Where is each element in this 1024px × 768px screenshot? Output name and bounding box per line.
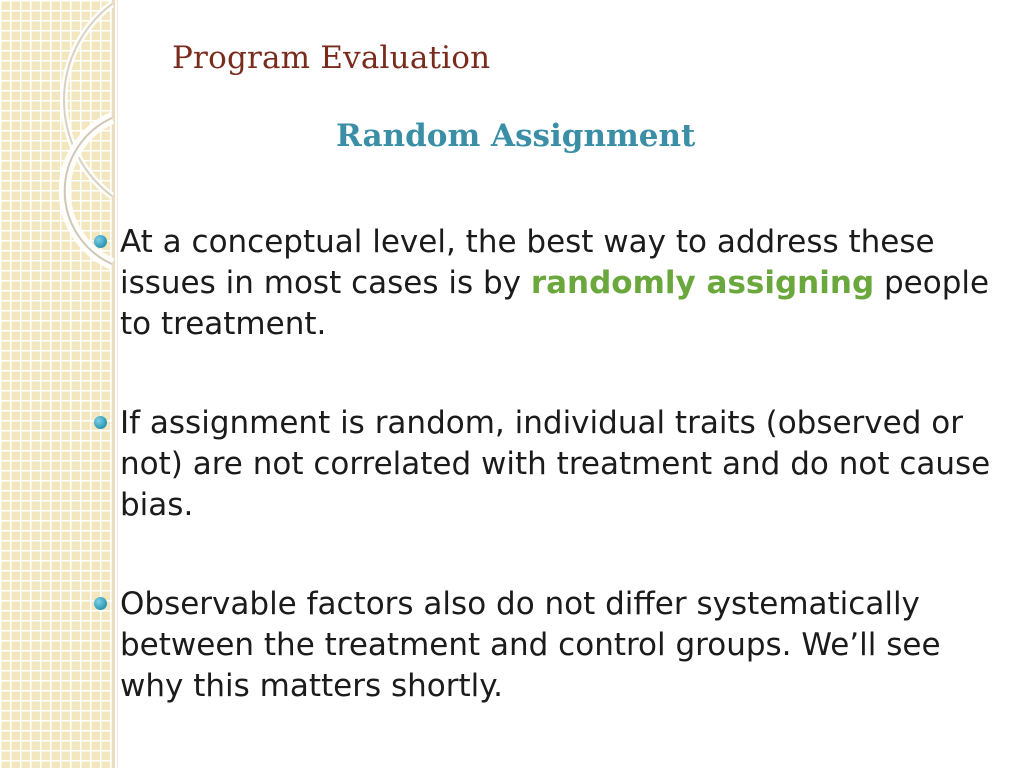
bullet-text-before: At a conceptual level, the best way to address these issues in most cases is by: [120, 224, 935, 301]
slide-subtitle: Random Assignment: [336, 118, 696, 154]
bullet-item: [92, 222, 1012, 345]
highlight-text: randomly assigning: [530, 265, 875, 301]
bullet-item: [92, 584, 1012, 707]
bullet-text: If assignment is random, individual traits (observed or not) are not correlated with treatment and do not cause bias.: [120, 405, 991, 523]
bullet-dot-icon: [94, 235, 107, 248]
slide-title: Program Evaluation: [172, 40, 491, 76]
bullet-dot-icon: [94, 597, 107, 610]
bullet-text: Observable factors also do not differ systematically between the treatment and control groups. We’ll see why this matters shortly.: [120, 586, 941, 704]
bullet-list: [92, 222, 1012, 765]
bullet-item: [92, 403, 1012, 526]
bullet-dot-icon: [94, 416, 107, 429]
bullet-text-after: people to treatment.: [120, 265, 990, 342]
